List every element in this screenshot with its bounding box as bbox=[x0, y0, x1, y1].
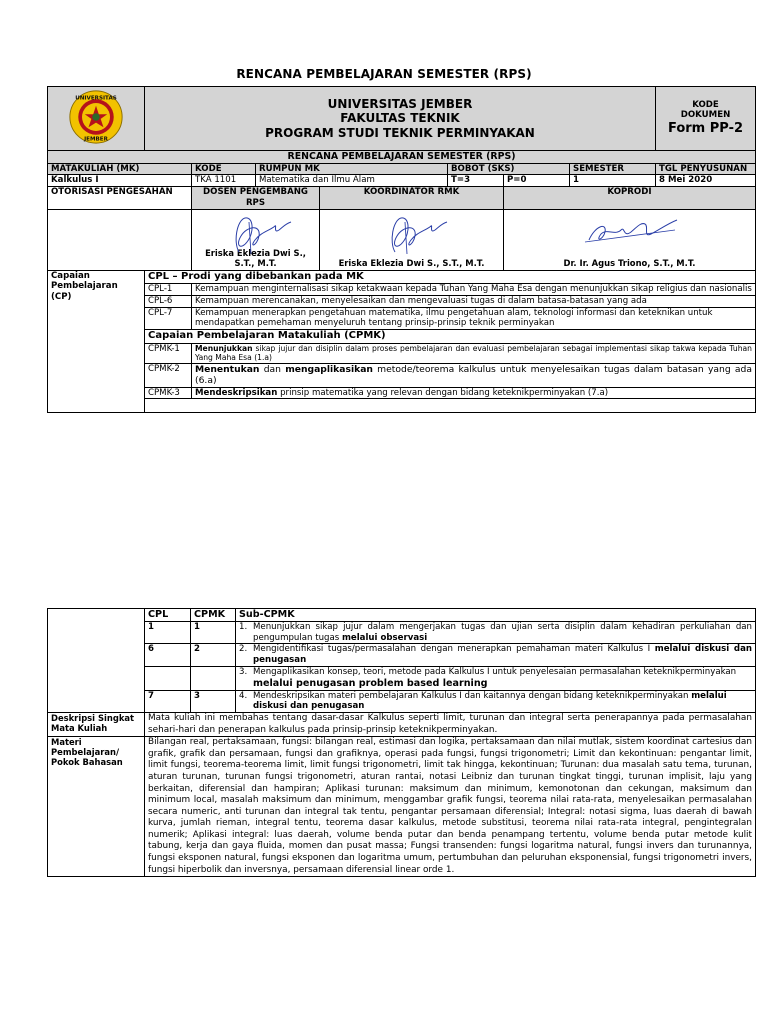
sub-row bbox=[48, 621, 756, 643]
cpl-text: Kemampuan merencanakan, menyelesaikan dan mengevaluasi tugas di dalam batasa-batasan yang ada bbox=[192, 295, 756, 307]
sub-cpmk bbox=[191, 666, 236, 690]
sub-cpmk-table bbox=[47, 608, 756, 877]
course-rumpun: Matematika dan Ilmu Alam bbox=[256, 175, 448, 187]
cpmk-text: Mendeskripsikan prinsip matematika yang relevan dengan bidang keteknikperminyakan (7.a) bbox=[192, 387, 756, 399]
doc-code-label-1: KODE bbox=[692, 99, 719, 110]
doc-code-value: Form PP-2 bbox=[667, 121, 744, 137]
cpl-code: CPL-6 bbox=[145, 295, 192, 307]
logo-cell bbox=[48, 87, 145, 151]
sub-item: 1. Menunjukkan sikap jujur dalam mengerjakan tugas dan ujian serta disiplin dalam kehadiran perkuliahan dan pengumpulan tugas melalui observasi bbox=[236, 621, 756, 643]
course-date: 8 Mei 2020 bbox=[656, 175, 756, 187]
materi-label: Materi Pembelajaran/ Pokok Bahasan bbox=[48, 737, 145, 877]
sub-header: Sub-CPMK bbox=[236, 609, 756, 622]
deskripsi-label: Deskripsi Singkat Mata Kuliah bbox=[48, 713, 145, 737]
page-title: RENCANA PEMBELAJARAN SEMESTER (RPS) bbox=[236, 67, 532, 81]
dosen-label: DOSEN PENGEMBANG RPS bbox=[192, 187, 320, 209]
bobot-header: BOBOT (SKS) bbox=[448, 163, 570, 175]
cpl-header: CPL – Prodi yang dibebankan pada MK bbox=[145, 270, 756, 284]
cpl-code: CPL-1 bbox=[145, 284, 192, 296]
dosen-signature bbox=[211, 212, 301, 256]
doc-code-label-2: DOKUMEN bbox=[680, 110, 731, 121]
kaprodi-name: Dr. Ir. Agus Triono, S.T., M.T. bbox=[563, 258, 696, 269]
sub-cpmk-header: CPMK bbox=[191, 609, 236, 622]
deskripsi-text: Mata kuliah ini membahas tentang dasar-dasar Kalkulus seperti limit, turunan dan integral serta penerapannya pada permasalahan sehari-hari dan penerapan kalkulus pada prinsip-prinsip keteknikperminyakan. bbox=[145, 713, 756, 737]
cpl-row bbox=[48, 295, 756, 307]
cpmk-verb: Menentukan bbox=[195, 363, 260, 375]
koordinator-signature-cell bbox=[320, 209, 504, 270]
sub-cpl-header: CPL bbox=[145, 609, 191, 622]
cpmk-text: Menentukan dan mengaplikasikan metode/teorema kalkulus untuk menyelesaikan tugas dalam batasan yang ada (6.a) bbox=[192, 363, 756, 387]
svg-text:JEMBER: JEMBER bbox=[84, 135, 108, 142]
sub-item: 2. Mengidentifikasi tugas/permasalahan dengan menerapkan pemahaman materi Kalkulus I melalui diskusi dan penugasan bbox=[236, 644, 756, 666]
tgl-header: TGL PENYUSUNAN bbox=[656, 163, 756, 175]
kaprodi-signature bbox=[575, 212, 685, 252]
sub-row bbox=[48, 690, 756, 712]
sub-cpmk: 2 bbox=[191, 644, 236, 666]
cpmk-code: CPMK-1 bbox=[145, 343, 192, 363]
kaprodi-signature-cell bbox=[504, 209, 756, 270]
cpl-text: Kemampuan menerapkan pengetahuan matematika, ilmu pengetahuan alam, teknologi informasi dan keteknikan untuk mendapatkan pemehaman menyeluruh tentang prinsip-prinsip teknik perminyakan bbox=[192, 307, 756, 329]
doc-code-cell bbox=[656, 87, 756, 151]
dosen-name: Eriska Eklezia Dwi S., S.T., M.T. bbox=[205, 247, 306, 269]
sub-cpl: 6 bbox=[145, 644, 191, 666]
course-semester: 1 bbox=[570, 175, 656, 187]
koordinator-name: Eriska Eklezia Dwi S., S.T., M.T. bbox=[338, 258, 485, 269]
dosen-signature-cell bbox=[192, 209, 320, 270]
otorisasi-label: OTORISASI PENGESAHAN bbox=[48, 187, 192, 209]
sub-cpmk: 1 bbox=[191, 621, 236, 643]
semester-header: SEMESTER bbox=[570, 163, 656, 175]
cpl-row bbox=[48, 284, 756, 296]
cpl-row bbox=[48, 307, 756, 329]
kode-header: KODE bbox=[192, 163, 256, 175]
svg-text:UNIVERSITAS: UNIVERSITAS bbox=[75, 94, 117, 101]
sub-cpl: 7 bbox=[145, 690, 191, 712]
sub-row bbox=[48, 644, 756, 666]
rps-main-table bbox=[47, 86, 756, 413]
koordinator-signature bbox=[367, 212, 457, 256]
course-p: P=0 bbox=[504, 175, 570, 187]
cpmk-header: Capaian Pembelajaran Matakuliah (CPMK) bbox=[145, 330, 756, 344]
rps-band: RENCANA PEMBELAJARAN SEMESTER (RPS) bbox=[48, 151, 756, 164]
cp-blank-row bbox=[145, 399, 756, 413]
koordinator-label: KOORDINATOR RMK bbox=[320, 187, 504, 209]
sub-row bbox=[48, 666, 756, 690]
cpl-text: Kemampuan menginternalisasi sikap ketakwaan kepada Tuhan Yang Maha Esa dengan menunjukkan sikap religius dan nasionalis bbox=[192, 284, 756, 296]
university-name: UNIVERSITAS JEMBER bbox=[327, 96, 473, 111]
university-logo bbox=[68, 89, 124, 145]
kaprodi-label: KOPRODI bbox=[504, 187, 756, 209]
cpmk-row bbox=[48, 343, 756, 363]
course-name: Kalkulus I bbox=[48, 175, 192, 187]
course-code: TKA 1101 bbox=[192, 175, 256, 187]
cpmk-row bbox=[48, 387, 756, 399]
sub-cpmk: 3 bbox=[191, 690, 236, 712]
sub-item: 3. Mengaplikasikan konsep, teori, metode pada Kalkulus I untuk penyelesaian permasalahan keteknikperminyakan melalui penugasan problem based learning bbox=[236, 666, 756, 690]
cpmk-text: Menunjukkan sikap jujur dan disiplin dalam proses pembelajaran dan evaluasi pembelajaran sebagai implementasi sikap takwa kepada Tuhan Yang Maha Esa (1.a) bbox=[192, 343, 756, 363]
institution-header bbox=[145, 87, 656, 151]
cpmk-verb: mengaplikasikan bbox=[285, 363, 373, 375]
cpmk-code: CPMK-3 bbox=[145, 387, 192, 399]
sub-blank-label bbox=[48, 609, 145, 713]
sub-cpl bbox=[145, 666, 191, 690]
cpmk-row bbox=[48, 363, 756, 387]
rumpun-header: RUMPUN MK bbox=[256, 163, 448, 175]
course-t: T=3 bbox=[448, 175, 504, 187]
cpmk-verb: Menunjukkan bbox=[195, 343, 253, 353]
cpl-code: CPL-7 bbox=[145, 307, 192, 329]
faculty-name: FAKULTAS TEKNIK bbox=[340, 111, 460, 126]
mk-header: MATAKULIAH (MK) bbox=[48, 163, 192, 175]
sub-item: 4. Mendeskripsikan materi pembelajaran Kalkulus I dan kaitannya dengan bidang keteknikperminyakan melalui diskusi dan penugasan bbox=[236, 690, 756, 712]
cpmk-code: CPMK-2 bbox=[145, 363, 192, 387]
sub-cpl: 1 bbox=[145, 621, 191, 643]
materi-text: Bilangan real, pertaksamaan, fungsi: bilangan real, estimasi dan logika, pertaksamaan dan nilai mutlak, sistem koordinat cartesius dan grafik, grafik dan persamaan, fungsi dan grafiknya, operasi pada fungsi, fungsi trigonometri; Limit dan kekontinuan: pengantar limit, limit fungsi, teorema-teorema limit, limit fungsi trigonometri, limit tak hingga, kekontinuan; Turunan: dua masalah satu tema, turunan, aturan turunan, turunan fungsi trigonometri, aturan rantai, notasi Leibniz dan turunan tingkat tinggi, turunan implisit, laju yang berkaitan, diferensial dan hampiran; Aplikasi turunan: maksimum dan minimum, kemonotonan dan cekungan, maksimum dan minimum local, masalah maksimum dan minimum, menggambar grafik fungsi, teorema nilai rata-rata, menyelesaikan permasalahan secara numeric, anti turunan dan integral tak tentu, pengantar persamaan diferensial; Integral: notasi sigma, luas daerah di bawah kurva, jumlah rieman, integral tentu, teorema dasar kalkulus, metode substitusi, teorema nilai rata-rata integral, pengintegralan numerik; Aplikasi integral: luas daerah, volume benda putar dan benda penampang tertentu, volume benda putar metode kulit tabung, kerja dan gaya fluida, momen dan pusat massa; Fungsi transenden: fungsi logaritma natural, fungsi invers dan turunannya, fungsi eksponen natural, fungsi eksponen dan logaritma umum, pertumbuhan dan peluruhan eksponensial, fungsi trigonometri invers, fungsi hiperbolik dan inversnya, persamaan diferensial linear orde 1. bbox=[145, 737, 756, 877]
program-name: PROGRAM STUDI TEKNIK PERMINYAKAN bbox=[265, 125, 535, 140]
otorisasi-blank bbox=[48, 209, 192, 270]
cpmk-verb: Mendeskripsikan bbox=[195, 387, 278, 398]
cp-label: Capaian Pembelajaran (CP) bbox=[48, 270, 145, 413]
